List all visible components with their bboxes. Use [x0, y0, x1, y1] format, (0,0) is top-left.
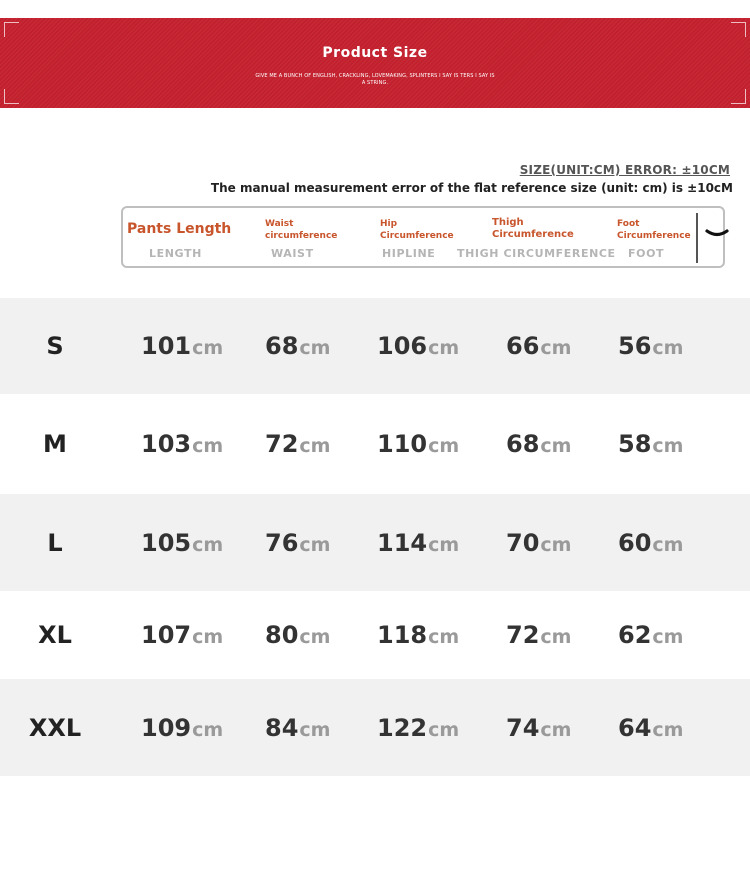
value-number: 114 — [377, 528, 428, 557]
column-header-foot — [617, 218, 697, 260]
size-row-l — [0, 494, 750, 591]
column-label: Pants Length — [127, 221, 232, 237]
hip-value — [377, 679, 459, 776]
length-value — [141, 591, 223, 679]
value-unit: cm — [192, 337, 224, 359]
chevron-down-icon[interactable] — [705, 224, 729, 244]
corner-frame-top-right — [731, 22, 746, 37]
value-unit: cm — [540, 337, 572, 359]
value-unit: cm — [652, 435, 684, 457]
unit-error-line: SIZE(UNIT:CM) ERROR: ±10CM — [519, 163, 730, 177]
size-row-xl — [0, 591, 750, 679]
value-unit: cm — [299, 626, 331, 648]
size-label: L — [47, 528, 63, 557]
measurement-error-note: The manual measurement error of the flat reference size (unit: cm) is ±10cM — [210, 181, 733, 195]
corner-frame-top-left — [4, 22, 19, 37]
hip-value — [377, 394, 459, 494]
thigh-value — [506, 679, 571, 776]
foot-value — [618, 298, 683, 394]
value-number: 84 — [265, 713, 299, 742]
waist-value — [265, 298, 330, 394]
value-unit: cm — [299, 533, 331, 556]
size-label: M — [43, 430, 67, 458]
column-sub-label: LENGTH — [149, 247, 202, 260]
thigh-value — [506, 298, 571, 394]
value-unit: cm — [299, 337, 331, 359]
length-value — [141, 394, 223, 494]
value-number: 68 — [265, 332, 299, 360]
value-unit: cm — [192, 626, 224, 648]
value-number: 122 — [377, 713, 428, 742]
length-value — [141, 679, 223, 776]
value-number: 68 — [506, 430, 540, 458]
value-number: 70 — [506, 528, 540, 557]
value-number: 107 — [141, 621, 192, 649]
value-number: 110 — [377, 430, 428, 458]
column-header-box — [121, 206, 725, 268]
column-label: Foot Circumference — [617, 219, 691, 241]
value-unit: cm — [652, 533, 684, 556]
size-row-xxl — [0, 679, 750, 776]
value-number: 60 — [618, 528, 652, 557]
value-unit: cm — [540, 435, 572, 457]
hip-value — [377, 494, 459, 591]
value-unit: cm — [428, 718, 460, 741]
value-unit: cm — [428, 435, 460, 457]
corner-frame-bottom-left — [4, 89, 19, 104]
value-number: 58 — [618, 430, 652, 458]
value-unit: cm — [428, 337, 460, 359]
value-unit: cm — [192, 435, 224, 457]
foot-value — [618, 591, 683, 679]
value-unit: cm — [540, 533, 572, 556]
size-label: XL — [38, 621, 72, 649]
column-header-thigh — [457, 217, 616, 260]
value-unit: cm — [299, 435, 331, 457]
foot-value — [618, 494, 683, 591]
banner-title: Product Size — [322, 45, 428, 61]
column-header-waist — [265, 218, 345, 260]
header-divider — [696, 213, 698, 263]
value-number: 106 — [377, 332, 428, 360]
value-number: 118 — [377, 621, 428, 649]
waist-value — [265, 394, 330, 494]
column-sub-label: THIGH CIRCUMFERENCE — [457, 247, 616, 260]
hip-value — [377, 298, 459, 394]
value-number: 66 — [506, 332, 540, 360]
hip-value — [377, 591, 459, 679]
column-sub-label: HIPLINE — [382, 247, 436, 260]
value-number: 72 — [506, 621, 540, 649]
value-number: 62 — [618, 621, 652, 649]
size-label: S — [46, 332, 64, 360]
thigh-value — [506, 591, 571, 679]
length-value — [141, 494, 223, 591]
value-number: 64 — [618, 713, 652, 742]
value-unit: cm — [192, 533, 224, 556]
value-number: 76 — [265, 528, 299, 557]
size-row-m — [0, 394, 750, 494]
value-number: 74 — [506, 713, 540, 742]
column-label: Hip Circumference — [380, 219, 454, 241]
value-unit: cm — [192, 718, 224, 741]
value-number: 105 — [141, 528, 192, 557]
waist-value — [265, 591, 330, 679]
thigh-value — [506, 394, 571, 494]
foot-value — [618, 679, 683, 776]
value-unit: cm — [299, 718, 331, 741]
value-unit: cm — [428, 533, 460, 556]
column-label: Thigh Circumference — [492, 217, 574, 240]
value-unit: cm — [540, 718, 572, 741]
waist-value — [265, 679, 330, 776]
column-label: Waist circumference — [265, 219, 338, 241]
size-label: XXL — [28, 713, 82, 742]
value-unit: cm — [428, 626, 460, 648]
size-row-s — [0, 298, 750, 394]
value-unit: cm — [540, 626, 572, 648]
value-number: 103 — [141, 430, 192, 458]
length-value — [141, 298, 223, 394]
value-number: 72 — [265, 430, 299, 458]
column-header-hip — [380, 218, 460, 260]
column-sub-label: WAIST — [271, 247, 314, 260]
waist-value — [265, 494, 330, 591]
thigh-value — [506, 494, 571, 591]
value-number: 80 — [265, 621, 299, 649]
value-unit: cm — [652, 626, 684, 648]
banner-subtitle: GIVE ME A BUNCH OF ENGLISH, CRACKLING, LOVEMAKING, SPLINTERS I SAY IS TERS I SAY IS A STRING. — [255, 73, 495, 86]
value-number: 109 — [141, 713, 192, 742]
corner-frame-bottom-right — [731, 89, 746, 104]
value-unit: cm — [652, 337, 684, 359]
product-size-banner — [0, 18, 750, 108]
value-number: 56 — [618, 332, 652, 360]
column-header-length — [127, 220, 232, 260]
column-sub-label: FOOT — [628, 247, 665, 260]
value-unit: cm — [652, 718, 684, 741]
foot-value — [618, 394, 683, 494]
value-number: 101 — [141, 332, 192, 360]
